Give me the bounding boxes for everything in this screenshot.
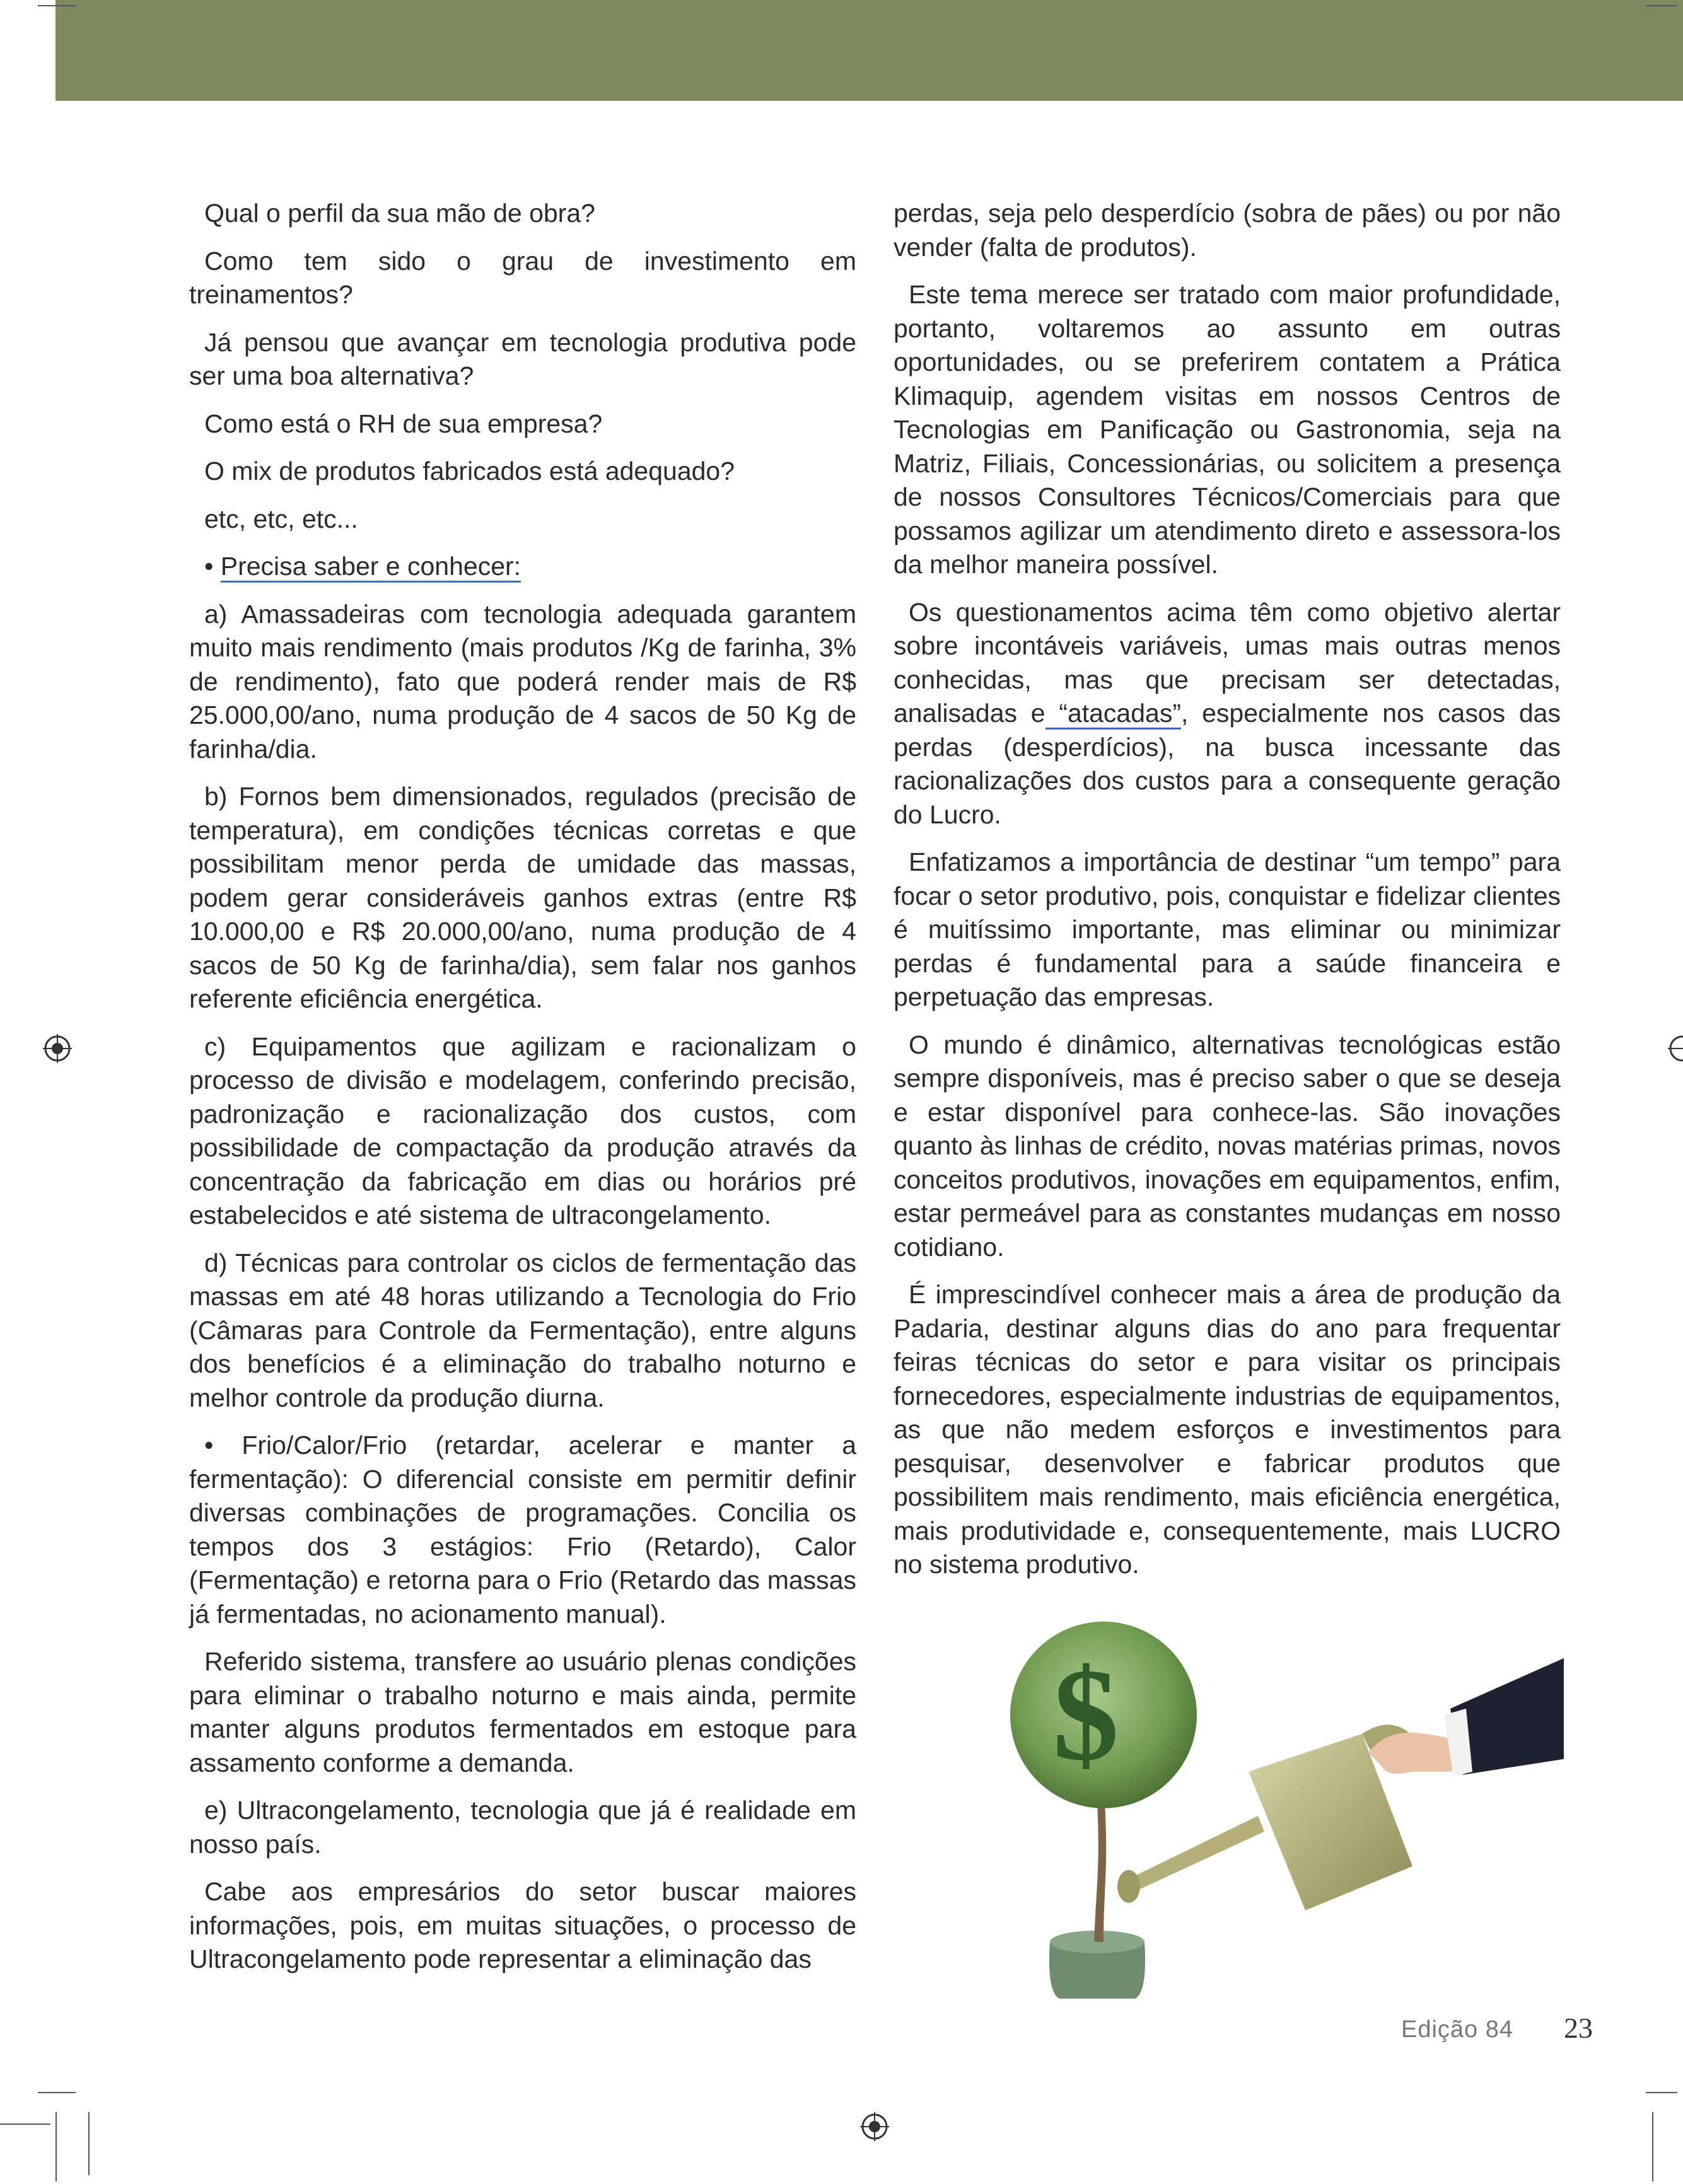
paragraph: perdas, seja pelo desperdício (sobra de pães) ou por não vender (falta de produtos).: [894, 199, 1561, 262]
crop-mark: [38, 5, 76, 6]
paragraph: • Frio/Calor/Frio (retardar, acelerar e manter a fermentação): O diferencial consiste em permitir definir diversas combinações de programações. Concilia os tempos dos 3 estágios: Frio (Retardo), Calor (Fermentação) e retorna para o Frio (Retardo das massas já fermentadas, no acionamento manual).: [189, 1431, 856, 1629]
text: Os questionamentos acima têm como objetivo alertar sobre incontáveis variáveis, umas mais outras menos conhecidas, mas que precisam ser detectadas, analisadas e: [894, 597, 1561, 728]
crop-mark: [38, 2092, 76, 2093]
paragraph: O mundo é dinâmico, alternativas tecnológicas estão sempre disponíveis, mas é preciso saber o que se deseja e estar disponível para conhece-las. São inovações quanto às linhas de crédito, novas matérias primas, novos conceitos produtivos, inovações em equipamentos, enfim, estar permeável para as constantes mudanças em nosso cotidiano.: [894, 1030, 1561, 1262]
registration-mark-icon: [1668, 1034, 1683, 1063]
crop-mark: [0, 2123, 50, 2125]
bullet-heading: [189, 550, 856, 584]
underlined-text: “atacadas”: [1045, 699, 1181, 729]
crop-mark: [1646, 5, 1677, 6]
crop-mark: [55, 2112, 57, 2181]
crop-mark: [1652, 2112, 1653, 2181]
header-band: [55, 0, 1683, 101]
paragraph: e) Ultracongelamento, tecnologia que já é realidade em nosso país.: [189, 1796, 856, 1859]
paragraph: d) Técnicas para controlar os ciclos de fermentação das massas em até 48 horas utilizando a Tecnologia do Frio (Câmaras para Controle da Fermentação), entre alguns dos benefícios é a eliminação do trabalho noturno e melhor controle da produção diurna.: [189, 1248, 856, 1412]
bullet: •: [204, 552, 221, 581]
bullet-heading-text: Precisa saber e conhecer:: [221, 552, 521, 583]
paragraph: Referido sistema, transfere ao usuário plenas condições para eliminar o trabalho noturno e mais ainda, permite manter alguns produtos fermentados em estoque para assamento conforme a demanda.: [189, 1647, 856, 1777]
paragraph: b) Fornos bem dimensionados, regulados (precisão de temperatura), em condições técnicas corretas e que possibilitam menor perda de umidade das massas, podem gerar consideráveis ganhos extras (entre R$ 10.000,00 e R$ 20.000,00/ano, numa produção de 4 sacos de 50 Kg de farinha/dia), sem falar nos ganhos referente eficiência energética.: [189, 782, 856, 1013]
paragraph: a) Amassadeiras com tecnologia adequada garantem muito mais rendimento (mais produtos /Kg de farinha, 3% de rendimento), fato que poderá render mais de R$ 25.000,00/ano, numa produção de 4 sacos de 50 Kg de farinha/dia.: [189, 599, 856, 764]
paragraph: Este tema merece ser tratado com maior profundidade, portanto, voltaremos ao assunto em outras oportunidades, ou se preferirem contatem a Prática Klimaquip, agendem visitas em nossos Centros de Tecnologias em Panificação ou Gastronomia, seja na Matriz, Filiais, Concessionárias, ou solicitem a presença de nossos Consultores Técnicos/Comerciais para que possamos agilizar um atendimento direto e assessora-los da melhor maneira possível.: [894, 280, 1561, 579]
paragraph: Já pensou que avançar em tecnologia produtiva pode ser uma boa alternativa?: [189, 327, 856, 390]
paragraph: etc, etc, etc...: [204, 504, 358, 533]
paragraph: Cabe aos empresários do setor buscar maiores informações, pois, em muitas situações, o processo de Ultracongelamento pode representar a eliminação das: [189, 1877, 856, 1973]
paragraph: Qual o perfil da sua mão de obra?: [204, 199, 595, 228]
page-number: 23: [1564, 2012, 1593, 2044]
paragraph: É imprescindível conhecer mais a área de produção da Padaria, destinar alguns dias do ano para frequentar feiras técnicas do setor e para visitar os principais fornecedores, especialmente industrias de equipamentos, as que não medem esforços e investimentos para pesquisar, desenvolver e fabricar produtos que possibilitem mais rendimento, mais eficiência energética, mais produtividade e, consequentemente, mais LUCRO no sistema produtivo.: [894, 1280, 1561, 1579]
text: , especialmente nos casos das perdas (desperdícios), na busca incessante das racionalizações dos custos para a consequente geração do Lucro.: [894, 699, 1561, 829]
paragraph: Como tem sido o grau de investimento em treinamentos?: [189, 246, 856, 309]
paragraph: Enfatizamos a importância de destinar “um tempo” para focar o setor produtivo, pois, conquistar e fidelizar clientes é muitíssimo importante, mas eliminar ou minimizar perdas é fundamental para a saúde financeira e perpetuação das empresas.: [894, 847, 1561, 1011]
registration-mark-icon: [860, 2112, 889, 2141]
left-column: [189, 197, 856, 1990]
right-column: [894, 197, 1561, 1596]
crop-mark: [88, 2112, 90, 2175]
crop-mark: [1646, 2092, 1677, 2093]
paragraph: Como está o RH de sua empresa?: [204, 409, 603, 438]
registration-mark-icon: [43, 1034, 72, 1063]
paragraph-questionamentos: [894, 596, 1561, 832]
dollar-symbol: $: [1052, 1642, 1119, 1788]
paragraph: c) Equipamentos que agilizam e racionalizam o processo de divisão e modelagem, conferindo precisão, padronização e racionalização dos custos, com possibilidade de compactação da produção através da concentração da fabricação em dias ou horários pré estabelecidos e até sistema de ultracongelamento.: [189, 1031, 856, 1229]
paragraph: O mix de produtos fabricados está adequado?: [204, 456, 735, 485]
edition-label: Edição 84: [1401, 2016, 1514, 2043]
money-tree-watering-can-icon: [1009, 1614, 1564, 1999]
